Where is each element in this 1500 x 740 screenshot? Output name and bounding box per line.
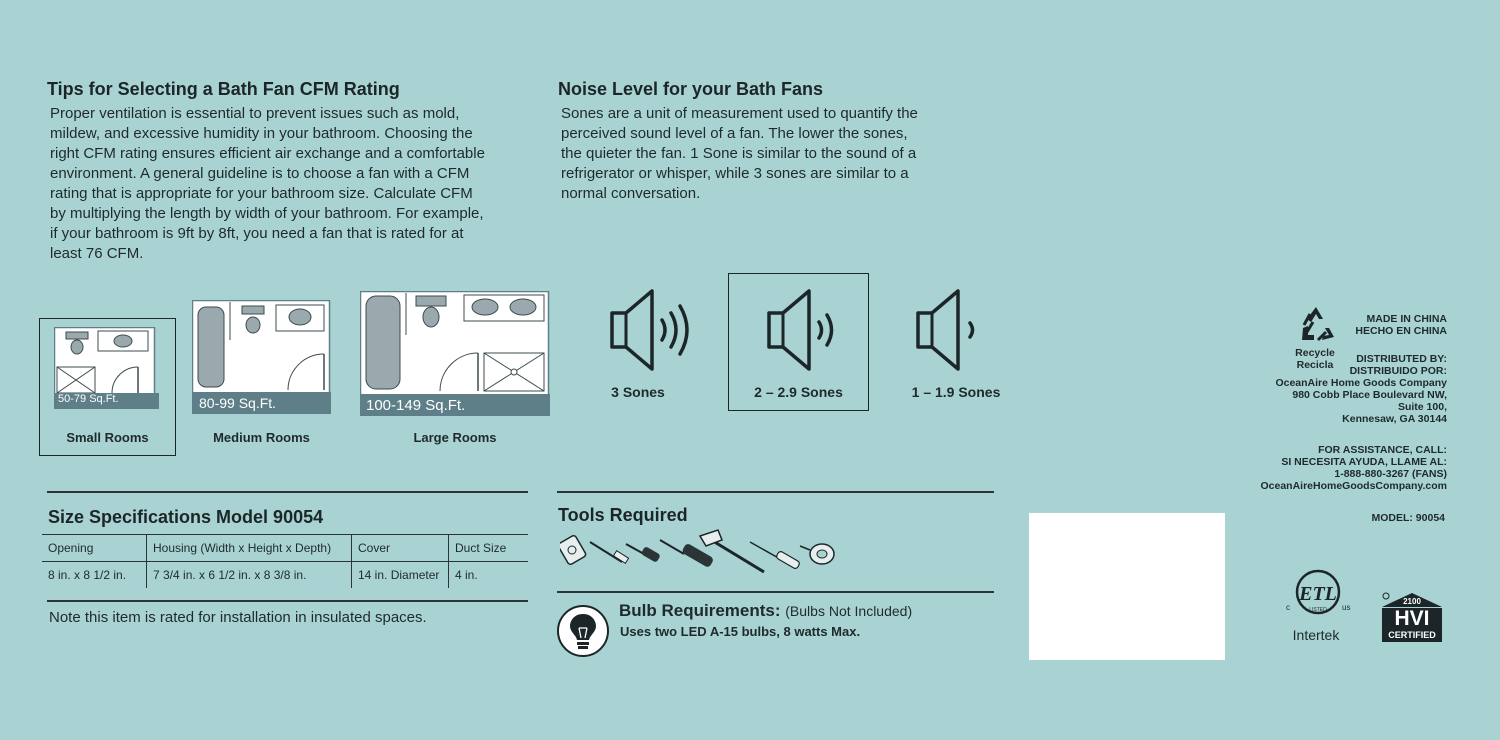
noise-line: normal conversation.: [561, 185, 701, 202]
etl-brand: Intertek: [1292, 627, 1340, 643]
screwdriver-icon: [590, 542, 629, 563]
hvi-certified-text: CERTIFIED: [1388, 630, 1436, 640]
specs-table: [42, 534, 528, 588]
specs-header-cell: Housing (Width x Height x Depth): [147, 535, 352, 562]
bulb-detail: Uses two LED A-15 bulbs, 8 watts Max.: [620, 624, 861, 639]
distributor-line: DISTRIBUTED BY:: [1356, 353, 1447, 365]
speaker-1-wave-icon: [914, 285, 984, 375]
hvi-text: HVI: [1394, 607, 1430, 630]
distributor-line: Kennesaw, GA 30144: [1342, 413, 1447, 425]
sone-label-1: 1 – 1.9 Sones: [911, 384, 1001, 400]
divider: [47, 491, 528, 493]
sone-label-2: 2 – 2.9 Sones: [754, 384, 843, 400]
cfm-line: Proper ventilation is essential to prevent issues such as mold,: [50, 105, 460, 122]
room-label-small: Small Rooms: [66, 430, 149, 445]
specs-value-cell: 8 in. x 8 1/2 in.: [42, 562, 147, 589]
divider: [47, 600, 528, 602]
specs-value-cell: 7 3/4 in. x 6 1/2 in. x 8 3/8 in.: [147, 562, 352, 589]
tape-measure-icon: [560, 535, 587, 566]
phillips-screwdriver-icon: [626, 544, 661, 563]
speaker-3-waves-icon: [608, 285, 698, 375]
made-line: HECHO EN CHINA: [1355, 325, 1447, 337]
bulb-title-line: [619, 601, 912, 621]
distributor-line: DISTRIBUIDO POR:: [1349, 365, 1447, 377]
cfm-line: by multiplying the length by width of your bathroom. For example,: [50, 205, 484, 222]
room-size-large: 100-149 Sq.Ft.: [366, 397, 466, 414]
distributor-line: 980 Cobb Place Boulevard NW,: [1292, 389, 1447, 401]
made-line: MADE IN CHINA: [1366, 313, 1447, 325]
noise-line: the quieter the fan. 1 Sone is similar to the sound of a: [561, 145, 917, 162]
sone-label-3: 3 Sones: [611, 384, 665, 400]
specs-value-cell: 4 in.: [455, 568, 478, 582]
assistance-line: 1-888-880-3267 (FANS): [1334, 468, 1447, 480]
specs-header-row: [42, 535, 528, 562]
specs-header-cell: Opening: [42, 535, 147, 562]
hvi-certified-logo: [1380, 592, 1444, 643]
cfm-line: least 76 CFM.: [50, 245, 144, 262]
cfm-line: environment. A general guideline is to choose a fan with a CFM: [50, 165, 470, 182]
divider: [557, 491, 994, 493]
room-label-large: Large Rooms: [413, 430, 497, 445]
distributor-line: OceanAire Home Goods Company: [1275, 377, 1447, 389]
bulb-title: Bulb Requirements:: [619, 601, 781, 620]
distributor-line: Suite 100,: [1397, 401, 1447, 413]
room-size-small: 50-79 Sq.Ft.: [58, 393, 119, 405]
noise-heading: Noise Level for your Bath Fans: [558, 79, 824, 99]
divider: [557, 591, 994, 593]
noise-paragraph: [561, 104, 918, 204]
tools-heading: Tools Required: [558, 505, 688, 525]
specs-value-cell: 14 in. Diameter: [352, 562, 449, 589]
cfm-line: rating that is appropriate for your bathroom size. Calculate CFM: [50, 185, 473, 202]
model-number: MODEL: 90054: [1371, 512, 1445, 524]
noise-line: refrigerator or whisper, while 3 sones are similar to a: [561, 165, 909, 182]
bulb-icon: [556, 604, 610, 658]
recycle-line: Recicla: [1296, 359, 1334, 371]
distributor-info: [1257, 353, 1447, 425]
blank-label-area: [1029, 513, 1225, 660]
made-in: [1330, 313, 1447, 337]
tools-icons: [560, 528, 840, 578]
etl-us-text: us: [1342, 603, 1351, 612]
specs-heading: Size Specifications Model 90054: [48, 507, 324, 527]
insulation-note: Note this item is rated for installation in insulated spaces.: [49, 609, 427, 626]
noise-line: perceived sound level of a fan. The lower the sones,: [561, 125, 908, 142]
etl-listed-mark-icon: [1282, 566, 1356, 626]
assistance-info: [1247, 444, 1447, 492]
specs-header-cell: Cover: [352, 535, 449, 562]
noise-line: Sones are a unit of measurement used to quantify the: [561, 105, 918, 122]
tape-roll-icon: [800, 544, 834, 564]
speaker-2-waves-icon: [765, 285, 845, 375]
recycle-line: Recycle: [1295, 347, 1335, 359]
bulb-subtitle: (Bulbs Not Included): [785, 603, 913, 619]
etl-c-text: c: [1286, 603, 1290, 612]
assistance-line: SI NECESITA AYUDA, LLAME AL:: [1281, 456, 1447, 468]
cfm-paragraph: [50, 104, 485, 264]
cfm-line: mildew, and excessive humidity in your bathroom. Choosing the: [50, 125, 473, 142]
specs-value-row: [42, 562, 528, 589]
awl-icon: [750, 542, 800, 569]
assistance-line: OceanAireHomeGoodsCompany.com: [1260, 480, 1447, 492]
room-size-medium: 80-99 Sq.Ft.: [199, 395, 277, 411]
cfm-line: right CFM rating ensures efficient air exchange and a comfortable: [50, 145, 485, 162]
cfm-heading: Tips for Selecting a Bath Fan CFM Rating: [47, 79, 400, 99]
assistance-line: FOR ASSISTANCE, CALL:: [1318, 444, 1447, 456]
cfm-line: if your bathroom is 9ft by 8ft, you need a fan that is rated for at: [50, 225, 464, 242]
etl-listed-text: LISTED: [1309, 607, 1327, 613]
etl-mark-text: ETL: [1299, 583, 1337, 605]
hvi-number: 2100: [1403, 597, 1421, 606]
specs-header-cell: Duct Size: [449, 535, 529, 562]
room-label-medium: Medium Rooms: [213, 430, 310, 445]
